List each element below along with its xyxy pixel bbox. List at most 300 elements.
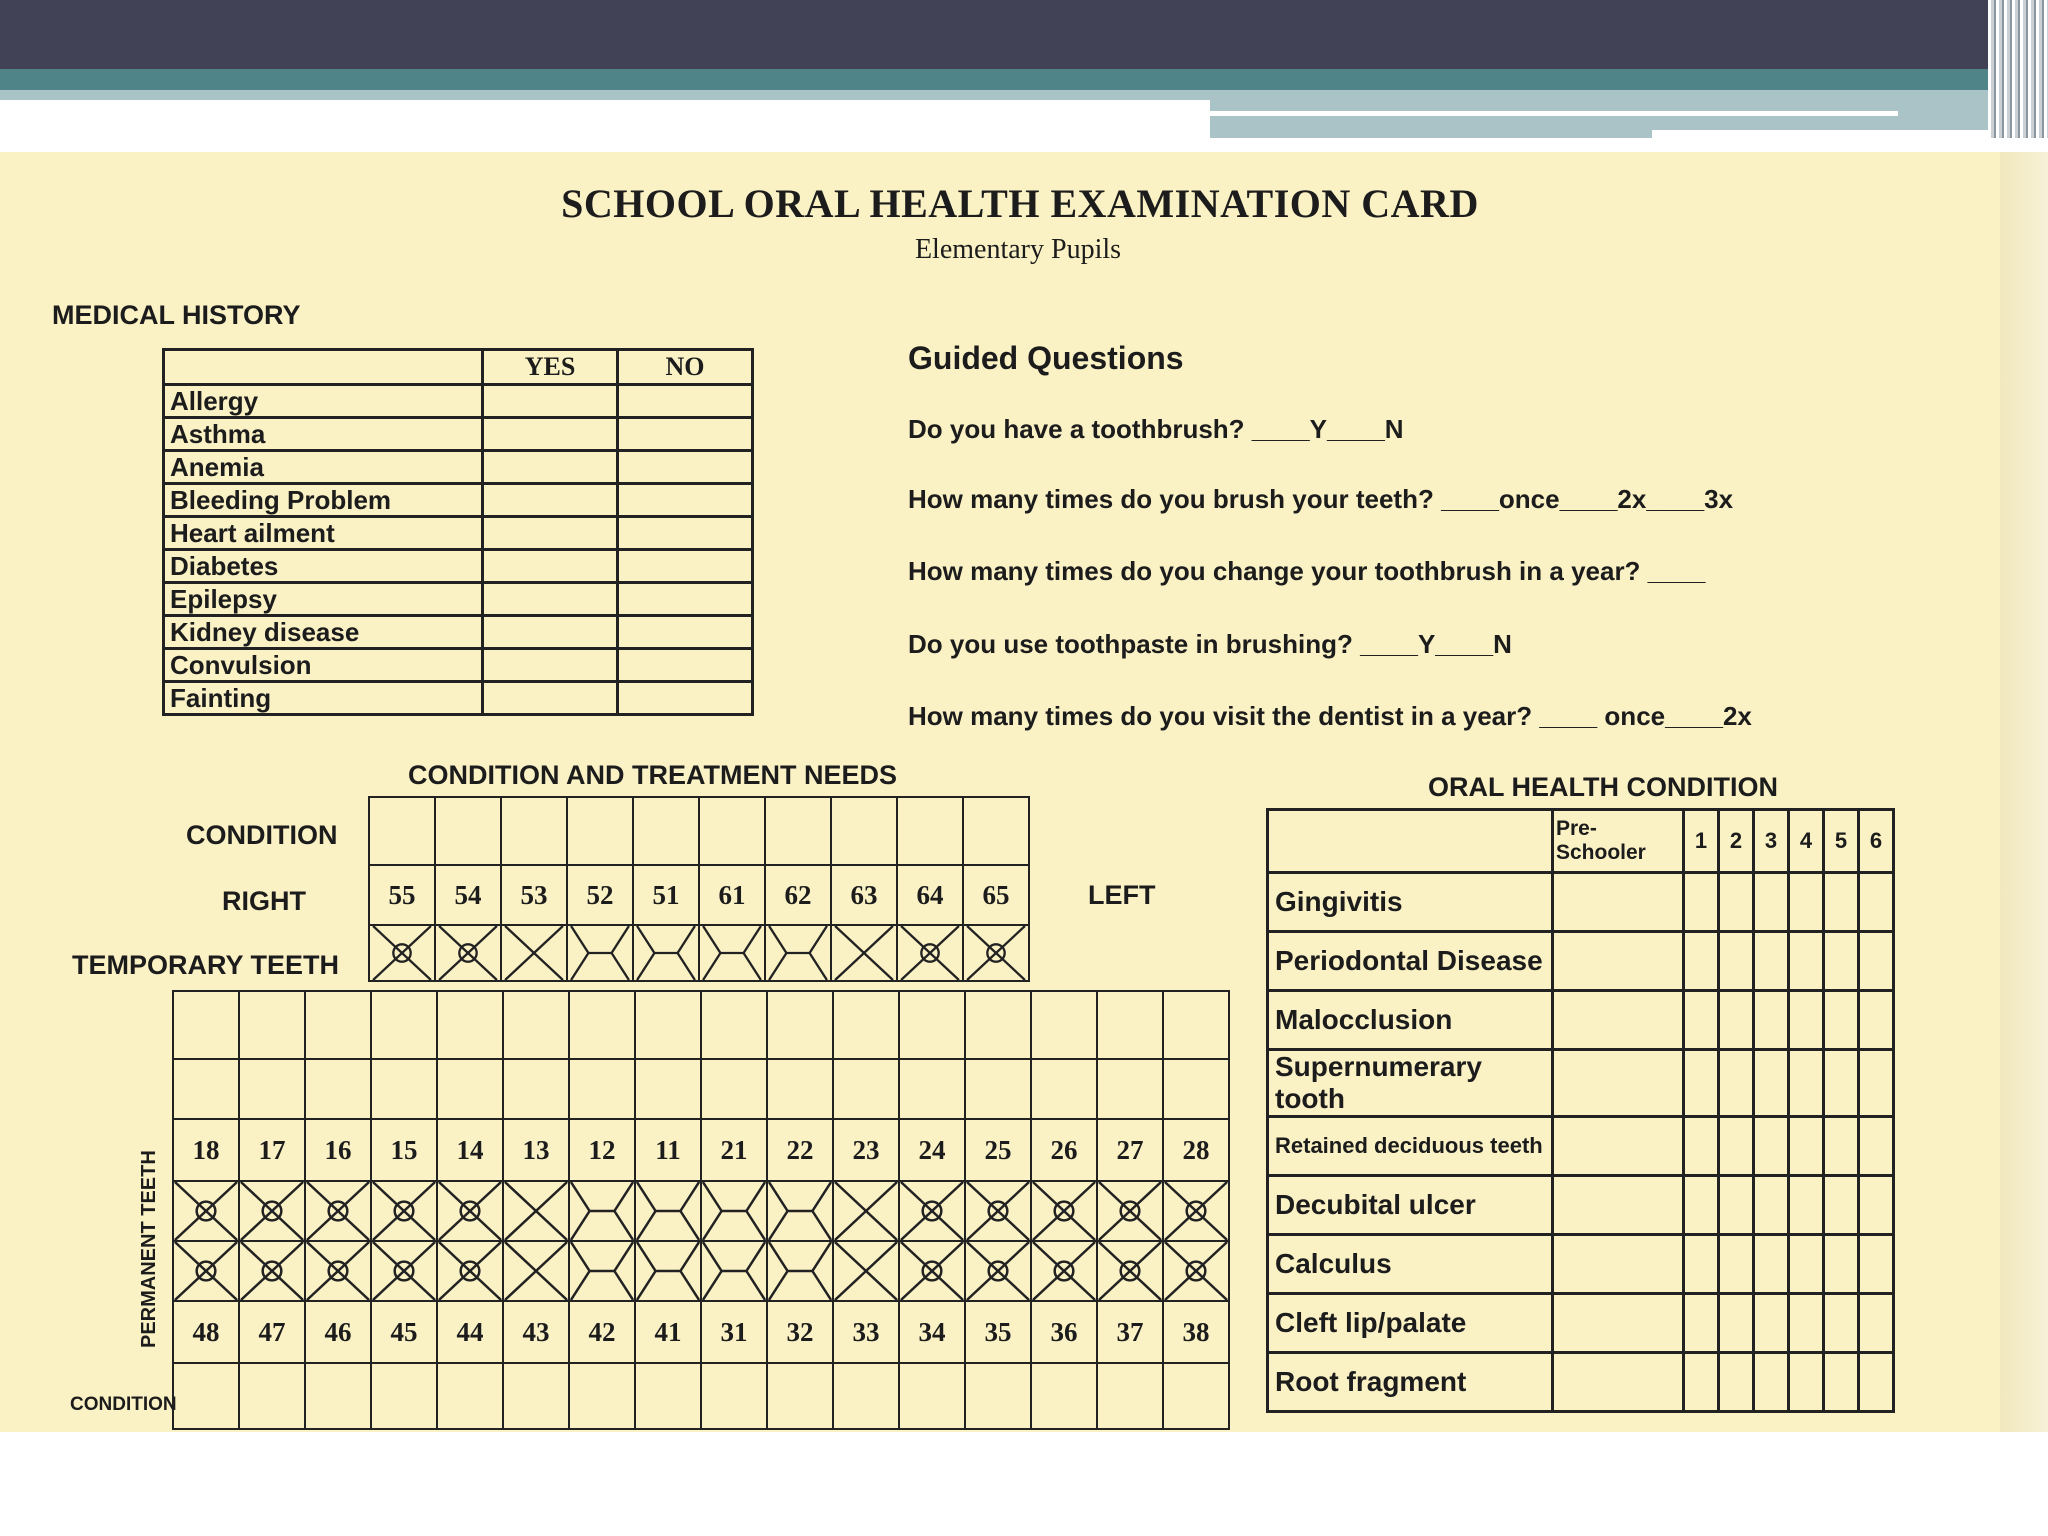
tooth-number: 18 (173, 1119, 239, 1181)
tooth-symbol-cell (173, 1181, 239, 1241)
medical-history-item: Convulsion (164, 649, 483, 682)
condition-cell[interactable] (239, 991, 305, 1059)
condition-cell[interactable] (305, 1363, 371, 1429)
grade-cell[interactable] (1754, 1050, 1789, 1117)
grade-cell[interactable] (1824, 1176, 1859, 1235)
grade-cell[interactable] (1789, 1117, 1824, 1176)
grade-cell[interactable] (1789, 873, 1824, 932)
molar-tooth-symbol[interactable] (1164, 1182, 1228, 1240)
canine-tooth-symbol[interactable] (504, 1182, 568, 1240)
upper-number-row (173, 1119, 1229, 1181)
condition-cell[interactable] (899, 1059, 965, 1119)
medical-history-row (164, 451, 753, 484)
tooth-number: 35 (965, 1301, 1031, 1363)
condition-cell[interactable] (437, 1059, 503, 1119)
preschooler-cell[interactable] (1553, 1176, 1684, 1235)
incisor-tooth-symbol[interactable] (636, 1182, 700, 1240)
no-checkbox-cell[interactable] (618, 649, 753, 682)
lower-number-row (173, 1301, 1229, 1363)
molar-tooth-symbol[interactable] (966, 1182, 1030, 1240)
oral-health-header-blank (1268, 810, 1553, 873)
oral-health-header-row (1268, 810, 1894, 873)
grade-cell[interactable] (1859, 1117, 1894, 1176)
tooth-symbol-cell (1097, 1181, 1163, 1241)
grade-cell[interactable] (1789, 1353, 1824, 1412)
temporary-teeth-label: TEMPORARY TEETH (72, 950, 340, 980)
slide-header-accent (0, 69, 2048, 90)
grade-cell[interactable] (1719, 932, 1754, 991)
yes-checkbox-cell[interactable] (483, 517, 618, 550)
tooth-number: 15 (371, 1119, 437, 1181)
incisor-tooth-symbol[interactable] (634, 926, 698, 980)
condition-cell[interactable] (699, 797, 765, 865)
tooth-symbol-cell (569, 1241, 635, 1301)
molar-tooth-symbol[interactable] (900, 1182, 964, 1240)
condition-cell[interactable] (897, 797, 963, 865)
incisor-tooth-symbol[interactable] (570, 1182, 634, 1240)
preschooler-cell[interactable] (1553, 1117, 1684, 1176)
tooth-number: 16 (305, 1119, 371, 1181)
oral-health-row (1268, 1117, 1894, 1176)
oral-health-row (1268, 991, 1894, 1050)
grade-cell[interactable] (1789, 1176, 1824, 1235)
condition-cell[interactable] (437, 991, 503, 1059)
tooth-symbol-cell (371, 1241, 437, 1301)
grade-cell[interactable] (1824, 1235, 1859, 1294)
tooth-number: 23 (833, 1119, 899, 1181)
grade-cell[interactable] (1824, 1294, 1859, 1353)
molar-tooth-symbol[interactable] (1098, 1182, 1162, 1240)
incisor-tooth-symbol[interactable] (570, 1242, 634, 1300)
oral-health-table (1266, 808, 1895, 1413)
grade-cell[interactable] (1684, 1294, 1719, 1353)
molar-tooth-symbol[interactable] (1032, 1242, 1096, 1300)
medical-history-row (164, 484, 753, 517)
molar-tooth-symbol[interactable] (436, 926, 500, 980)
grade-cell[interactable] (1824, 991, 1859, 1050)
yes-checkbox-cell[interactable] (483, 385, 618, 418)
condition-cell[interactable] (305, 991, 371, 1059)
condition-cell[interactable] (1097, 1059, 1163, 1119)
oral-health-condition: Root fragment (1268, 1353, 1553, 1412)
preschooler-cell[interactable] (1553, 873, 1684, 932)
molar-tooth-symbol[interactable] (372, 1242, 436, 1300)
condition-cell[interactable] (767, 991, 833, 1059)
medical-history-row (164, 649, 753, 682)
grade-cell[interactable] (1684, 1050, 1719, 1117)
grade-column-header: 5 (1824, 810, 1859, 873)
tooth-symbol-cell (965, 1181, 1031, 1241)
tooth-number: 42 (569, 1301, 635, 1363)
grade-column-header: 2 (1719, 810, 1754, 873)
tooth-symbol-cell (1163, 1241, 1229, 1301)
tooth-number: 61 (699, 865, 765, 925)
tooth-symbol-cell (1031, 1181, 1097, 1241)
grade-cell[interactable] (1754, 1117, 1789, 1176)
tooth-number: 14 (437, 1119, 503, 1181)
condition-cell[interactable] (1031, 1059, 1097, 1119)
preschooler-cell[interactable] (1553, 1294, 1684, 1353)
molar-tooth-symbol[interactable] (240, 1182, 304, 1240)
tooth-symbol-cell (963, 925, 1029, 981)
molar-tooth-symbol[interactable] (370, 926, 434, 980)
preschooler-cell[interactable] (1553, 991, 1684, 1050)
molar-tooth-symbol[interactable] (966, 1242, 1030, 1300)
grade-cell[interactable] (1684, 991, 1719, 1050)
slide-corner-stripes (1988, 0, 2048, 138)
grade-cell[interactable] (1859, 991, 1894, 1050)
canine-tooth-symbol[interactable] (832, 926, 896, 980)
tooth-symbol-cell (371, 1181, 437, 1241)
condition-cell[interactable] (1031, 1363, 1097, 1429)
tooth-number: 48 (173, 1301, 239, 1363)
condition-cell[interactable] (831, 797, 897, 865)
condition-cell[interactable] (635, 991, 701, 1059)
tooth-symbol-cell (899, 1181, 965, 1241)
condition-cell[interactable] (569, 1059, 635, 1119)
molar-tooth-symbol[interactable] (438, 1242, 502, 1300)
grade-cell[interactable] (1719, 991, 1754, 1050)
grade-cell[interactable] (1719, 1117, 1754, 1176)
grade-cell[interactable] (1754, 873, 1789, 932)
grade-cell[interactable] (1719, 1235, 1754, 1294)
preschooler-cell[interactable] (1553, 1353, 1684, 1412)
grade-cell[interactable] (1824, 873, 1859, 932)
molar-tooth-symbol[interactable] (438, 1182, 502, 1240)
molar-tooth-symbol[interactable] (898, 926, 962, 980)
grade-cell[interactable] (1789, 991, 1824, 1050)
card-edge (2000, 152, 2048, 1432)
medical-history-row (164, 616, 753, 649)
condition-cell[interactable] (371, 991, 437, 1059)
tooth-symbol-cell (701, 1181, 767, 1241)
yes-checkbox-cell[interactable] (483, 649, 618, 682)
yes-checkbox-cell[interactable] (483, 616, 618, 649)
canine-tooth-symbol[interactable] (502, 926, 566, 980)
tooth-symbol-cell (305, 1181, 371, 1241)
no-checkbox-cell[interactable] (618, 385, 753, 418)
tooth-symbol-cell (1097, 1241, 1163, 1301)
condition-cell[interactable] (569, 1363, 635, 1429)
no-checkbox-cell[interactable] (618, 550, 753, 583)
grade-cell[interactable] (1789, 1235, 1824, 1294)
condition-cell[interactable] (435, 797, 501, 865)
grade-cell[interactable] (1754, 1294, 1789, 1353)
molar-tooth-symbol[interactable] (1164, 1242, 1228, 1300)
tooth-number: 64 (897, 865, 963, 925)
grade-cell[interactable] (1859, 1294, 1894, 1353)
molar-tooth-symbol[interactable] (240, 1242, 304, 1300)
molar-tooth-symbol[interactable] (1032, 1182, 1096, 1240)
guided-question: How many times do you brush your teeth? ____once____2x____3x (908, 484, 1734, 514)
condition-cell[interactable] (701, 1059, 767, 1119)
grade-cell[interactable] (1824, 1117, 1859, 1176)
incisor-tooth-symbol[interactable] (766, 926, 830, 980)
grade-column-header: 1 (1684, 810, 1719, 873)
condition-cell[interactable] (305, 1059, 371, 1119)
tooth-number: 55 (369, 865, 435, 925)
tooth-number: 52 (567, 865, 633, 925)
molar-tooth-symbol[interactable] (306, 1242, 370, 1300)
condition-cell[interactable] (767, 1059, 833, 1119)
yes-checkbox-cell[interactable] (483, 418, 618, 451)
tooth-symbol-cell (437, 1181, 503, 1241)
grade-cell[interactable] (1754, 1235, 1789, 1294)
incisor-tooth-symbol[interactable] (700, 926, 764, 980)
medical-history-table (162, 348, 754, 716)
grade-cell[interactable] (1824, 1353, 1859, 1412)
no-checkbox-cell[interactable] (618, 616, 753, 649)
condition-cell[interactable] (1097, 1363, 1163, 1429)
grade-cell[interactable] (1684, 1235, 1719, 1294)
tooth-number: 43 (503, 1301, 569, 1363)
condition-cell[interactable] (371, 1363, 437, 1429)
grade-cell[interactable] (1719, 1294, 1754, 1353)
temporary-teeth-grid (368, 796, 1030, 982)
grade-cell[interactable] (1859, 1176, 1894, 1235)
upper-symbol-row (173, 1181, 1229, 1241)
tooth-symbol-cell (635, 1181, 701, 1241)
molar-tooth-symbol[interactable] (372, 1182, 436, 1240)
grade-cell[interactable] (1719, 1353, 1754, 1412)
tooth-number: 12 (569, 1119, 635, 1181)
condition-cell[interactable] (503, 1363, 569, 1429)
grade-cell[interactable] (1754, 991, 1789, 1050)
canine-tooth-symbol[interactable] (834, 1182, 898, 1240)
tooth-number: 41 (635, 1301, 701, 1363)
grade-cell[interactable] (1754, 1176, 1789, 1235)
grade-cell[interactable] (1754, 1353, 1789, 1412)
oral-health-row (1268, 873, 1894, 932)
grade-column-header: 6 (1859, 810, 1894, 873)
incisor-tooth-symbol[interactable] (636, 1242, 700, 1300)
condition-cell[interactable] (1163, 1059, 1229, 1119)
grade-cell[interactable] (1719, 1176, 1754, 1235)
temporary-condition-row (369, 797, 1029, 865)
grade-cell[interactable] (1754, 932, 1789, 991)
no-checkbox-cell[interactable] (618, 418, 753, 451)
guided-question: Do you have a toothbrush? ____Y____N (908, 414, 1404, 444)
molar-tooth-symbol[interactable] (174, 1182, 238, 1240)
oral-health-row (1268, 1294, 1894, 1353)
slide-header-bar (0, 0, 2048, 69)
condition-cell[interactable] (899, 1363, 965, 1429)
tooth-symbol-cell (1163, 1181, 1229, 1241)
condition-cell[interactable] (437, 1363, 503, 1429)
molar-tooth-symbol[interactable] (1098, 1242, 1162, 1300)
condition-cell[interactable] (173, 1363, 239, 1429)
card-subtitle: Elementary Pupils (914, 234, 1122, 265)
tooth-symbol-cell (569, 1181, 635, 1241)
condition-cell[interactable] (239, 1059, 305, 1119)
tooth-symbol-cell (765, 925, 831, 981)
tooth-number: 31 (701, 1301, 767, 1363)
grade-cell[interactable] (1824, 1050, 1859, 1117)
grade-cell[interactable] (1824, 932, 1859, 991)
medical-history-item: Asthma (164, 418, 483, 451)
condition-cell[interactable] (701, 1363, 767, 1429)
tooth-number: 13 (503, 1119, 569, 1181)
yes-checkbox-cell[interactable] (483, 682, 618, 715)
condition-cell[interactable] (635, 1363, 701, 1429)
no-checkbox-cell[interactable] (618, 682, 753, 715)
grade-cell[interactable] (1789, 1050, 1824, 1117)
preschooler-cell[interactable] (1553, 1235, 1684, 1294)
molar-tooth-symbol[interactable] (174, 1242, 238, 1300)
grade-cell[interactable] (1859, 873, 1894, 932)
condition-cell[interactable] (965, 1059, 1031, 1119)
condition-cell[interactable] (701, 991, 767, 1059)
grade-cell[interactable] (1684, 873, 1719, 932)
grade-cell[interactable] (1684, 1176, 1719, 1235)
incisor-tooth-symbol[interactable] (768, 1242, 832, 1300)
grade-column-header: 3 (1754, 810, 1789, 873)
grade-cell[interactable] (1684, 1353, 1719, 1412)
grade-cell[interactable] (1789, 1294, 1824, 1353)
yes-checkbox-cell[interactable] (483, 484, 618, 517)
medical-history-row (164, 385, 753, 418)
medical-history-col-no: NO (618, 350, 753, 385)
grade-cell[interactable] (1859, 1353, 1894, 1412)
no-checkbox-cell[interactable] (618, 484, 753, 517)
incisor-tooth-symbol[interactable] (702, 1242, 766, 1300)
permanent-condition-row (173, 1059, 1229, 1119)
condition-cell[interactable] (567, 797, 633, 865)
grade-cell[interactable] (1684, 932, 1719, 991)
no-checkbox-cell[interactable] (618, 451, 753, 484)
temporary-symbol-row (369, 925, 1029, 981)
tooth-number: 37 (1097, 1301, 1163, 1363)
yes-checkbox-cell[interactable] (483, 550, 618, 583)
grade-cell[interactable] (1859, 932, 1894, 991)
condition-cell[interactable] (501, 797, 567, 865)
tooth-symbol-cell (767, 1241, 833, 1301)
preschooler-cell[interactable] (1553, 932, 1684, 991)
condition-cell[interactable] (503, 991, 569, 1059)
preschooler-cell[interactable] (1553, 1050, 1684, 1117)
condition-cell[interactable] (833, 1059, 899, 1119)
medical-history-item: Allergy (164, 385, 483, 418)
condition-cell[interactable] (173, 1059, 239, 1119)
guided-questions-heading: Guided Questions (908, 340, 1184, 376)
grade-cell[interactable] (1719, 1050, 1754, 1117)
medical-history-header-blank (164, 350, 483, 385)
guided-question: How many times do you visit the dentist in a year? ____ once____2x (908, 701, 1752, 731)
no-checkbox-cell[interactable] (618, 517, 753, 550)
oral-health-row (1268, 1050, 1894, 1117)
condition-cell[interactable] (767, 1363, 833, 1429)
tooth-number: 65 (963, 865, 1029, 925)
tooth-symbol-cell (437, 1241, 503, 1301)
tooth-number: 54 (435, 865, 501, 925)
condition-cell[interactable] (239, 1363, 305, 1429)
medical-history-item: Bleeding Problem (164, 484, 483, 517)
medical-history-item: Kidney disease (164, 616, 483, 649)
guided-question: How many times do you change your toothbrush in a year? ____ (908, 556, 1706, 586)
tooth-number: 36 (1031, 1301, 1097, 1363)
oral-health-condition: Supernumerary tooth (1268, 1050, 1553, 1117)
grade-cell[interactable] (1859, 1050, 1894, 1117)
condition-cell[interactable] (173, 991, 239, 1059)
medical-history-item: Diabetes (164, 550, 483, 583)
condition-cell[interactable] (965, 991, 1031, 1059)
grade-cell[interactable] (1859, 1235, 1894, 1294)
grade-cell[interactable] (1684, 1117, 1719, 1176)
condition-cell[interactable] (899, 991, 965, 1059)
condition-cell[interactable] (635, 1059, 701, 1119)
condition-cell[interactable] (1097, 991, 1163, 1059)
tooth-number: 63 (831, 865, 897, 925)
grade-cell[interactable] (1719, 873, 1754, 932)
tooth-symbol-cell (239, 1241, 305, 1301)
left-label: LEFT (1088, 880, 1156, 910)
canine-tooth-symbol[interactable] (834, 1242, 898, 1300)
tooth-symbol-cell (369, 925, 435, 981)
molar-tooth-symbol[interactable] (306, 1182, 370, 1240)
tooth-number: 44 (437, 1301, 503, 1363)
condition-cell[interactable] (1163, 991, 1229, 1059)
tooth-number: 47 (239, 1301, 305, 1363)
oral-health-row (1268, 1353, 1894, 1412)
tooth-number: 17 (239, 1119, 305, 1181)
incisor-tooth-symbol[interactable] (768, 1182, 832, 1240)
yes-checkbox-cell[interactable] (483, 451, 618, 484)
tooth-number: 24 (899, 1119, 965, 1181)
canine-tooth-symbol[interactable] (504, 1242, 568, 1300)
yes-checkbox-cell[interactable] (483, 583, 618, 616)
condition-cell[interactable] (371, 1059, 437, 1119)
oral-health-condition: Retained deciduous teeth (1268, 1117, 1553, 1176)
molar-tooth-symbol[interactable] (900, 1242, 964, 1300)
right-label: RIGHT (222, 886, 306, 916)
incisor-tooth-symbol[interactable] (568, 926, 632, 980)
oral-health-heading: ORAL HEALTH CONDITION (1428, 772, 1778, 802)
tooth-symbol-cell (435, 925, 501, 981)
guided-question: Do you use toothpaste in brushing? ____Y____N (908, 629, 1512, 659)
oral-health-row (1268, 1176, 1894, 1235)
grade-cell[interactable] (1789, 932, 1824, 991)
condition-cell[interactable] (503, 1059, 569, 1119)
no-checkbox-cell[interactable] (618, 583, 753, 616)
tooth-symbol-cell (503, 1181, 569, 1241)
tooth-number: 62 (765, 865, 831, 925)
condition-cell[interactable] (369, 797, 435, 865)
condition-cell[interactable] (1163, 1363, 1229, 1429)
condition-cell[interactable] (1031, 991, 1097, 1059)
condition-cell[interactable] (963, 797, 1029, 865)
tooth-symbol-cell (173, 1241, 239, 1301)
tooth-symbol-cell (305, 1241, 371, 1301)
slide-header-line-short (1652, 130, 2012, 138)
condition-cell[interactable] (765, 797, 831, 865)
condition-cell[interactable] (833, 991, 899, 1059)
medical-history-heading: MEDICAL HISTORY (52, 300, 301, 330)
condition-cell[interactable] (633, 797, 699, 865)
tooth-symbol-cell (897, 925, 963, 981)
permanent-condition-row (173, 991, 1229, 1059)
medical-history-row (164, 517, 753, 550)
tooth-symbol-cell (965, 1241, 1031, 1301)
condition-cell[interactable] (833, 1363, 899, 1429)
preschooler-column-header: Pre-Schooler (1553, 810, 1684, 873)
tooth-symbol-cell (1031, 1241, 1097, 1301)
molar-tooth-symbol[interactable] (964, 926, 1028, 980)
tooth-symbol-cell (501, 925, 567, 981)
incisor-tooth-symbol[interactable] (702, 1182, 766, 1240)
tooth-number: 26 (1031, 1119, 1097, 1181)
condition-cell[interactable] (965, 1363, 1031, 1429)
condition-cell[interactable] (569, 991, 635, 1059)
